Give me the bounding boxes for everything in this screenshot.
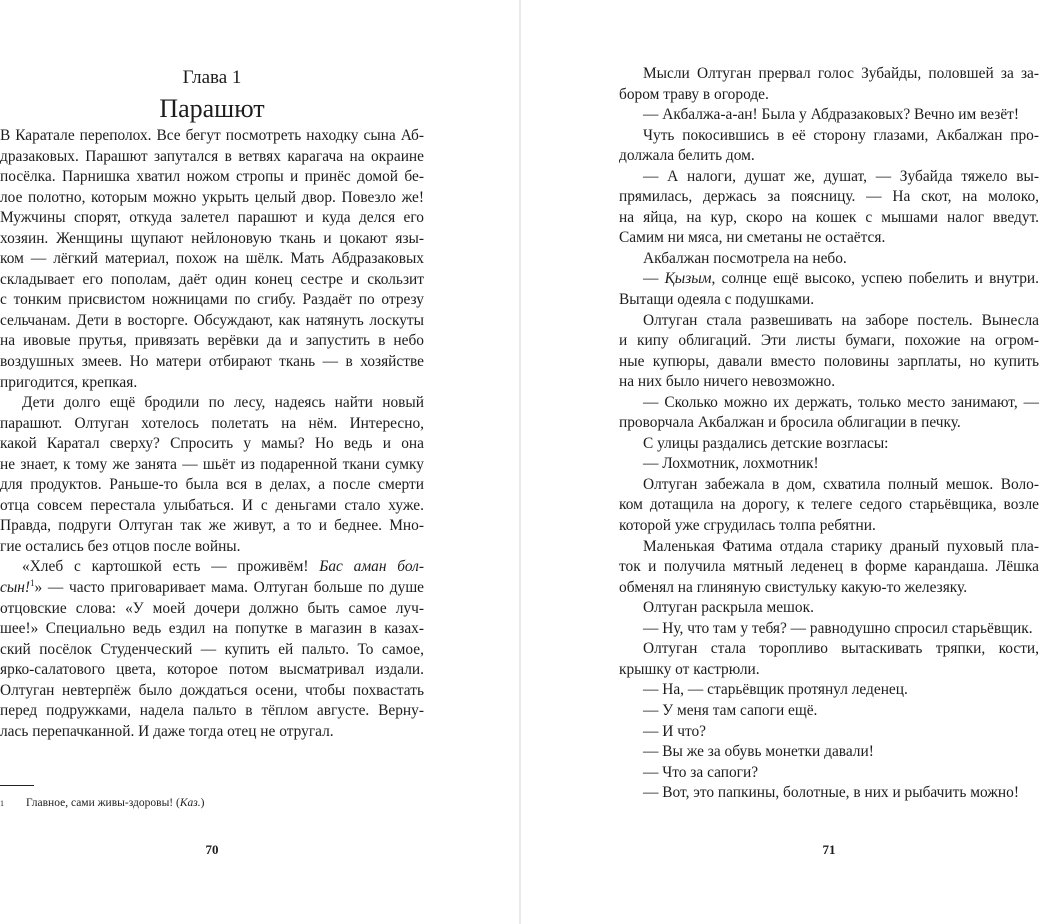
left-page-text-line: дразаковых. Парашют запутался в ветвях карагача на окраине — [0, 147, 424, 165]
left-page-text-line: шее!» Специально ведь ездил на попутке в магазин в казах- — [0, 620, 424, 638]
right-page-text-line: — А налоги, душат же, душат, — Зубайда тяжело вы- — [643, 167, 1039, 185]
footnote-rule — [0, 785, 34, 786]
left-page-text-line: ярко-салатового цвета, которое потом высматривал издали. — [0, 661, 424, 679]
right-page-text-line: Олтуган стала развешивать на заборе постель. Вынесла — [643, 311, 1039, 329]
right-page-text-line: — И что? — [643, 722, 706, 740]
left-page-text-line: гие остались без отцов после войны. — [0, 537, 241, 555]
right-page-text-line: на них было ничего невозможно. — [619, 373, 836, 391]
left-page-text-line: пригодится, крепкая. — [0, 373, 138, 391]
right-page — [521, 0, 1042, 924]
right-page-text-line: Чуть покосившись в её сторону глазами, Акбалжан про- — [643, 126, 1039, 144]
left-page-text-line: какой Каратал сверху? Спросить у мамы? Но ведь и она — [0, 435, 424, 453]
right-page-text-line: — Ну, что там у тебя? — равнодушно спросил старьёвщик. — [643, 619, 1033, 637]
right-page-text-line: на яйца, на кур, скоро на кошек с мышами налог введут. — [619, 208, 1039, 226]
right-page-text-line: проворчала Акбалжан и бросила облигации в печку. — [619, 414, 961, 432]
left-page-text-line: Правда, подруги Олтуган так же живут, а то и беднее. Мно- — [0, 517, 424, 535]
left-page-text — [0, 126, 424, 742]
right-page-text-line: ные купюры, давали вместо половины зарплаты, но купить — [619, 352, 1039, 370]
left-page-text-line: ком — лёгкий материал, похож на шёлк. Мать Абдразаковых — [0, 250, 424, 268]
left-page-text-line: хозяин. Женщины щупают нейлоновую ткань и цокают язы- — [0, 229, 424, 247]
left-page — [0, 0, 520, 924]
right-page-text-line: Вытащи одеяла с подушками. — [619, 291, 815, 309]
left-page-text-line: на ивовые прутья, привязать верёвки да и запустить в небо — [0, 332, 424, 350]
right-page-text — [619, 64, 1039, 804]
right-page-text-line: С улицы раздались детские возгласы: — [643, 434, 889, 452]
right-page-text-line: Олтуган раскрыла мешок. — [643, 599, 814, 617]
left-page-text-line: лась перепачканной. И даже тогда отец не отругал. — [0, 722, 334, 740]
right-page-text-line: — Вы же за обувь монетки давали! — [643, 743, 874, 761]
footnote — [0, 796, 424, 811]
right-page-text-line: — На, — старьёвщик протянул леденец. — [643, 681, 908, 699]
left-page-text-line: В Каратале переполох. Все бегут посмотреть находку сына Аб- — [0, 127, 424, 144]
page-number-right: 71 — [822, 842, 836, 857]
left-page-text-line: перед подружками, надела пальто в тёплом августе. Верну- — [0, 702, 424, 720]
right-page-text-line: — Что за сапоги? — [643, 763, 759, 781]
left-page-text-line: не знает, к тому же занята — шьёт из подаренной ткани сумку — [0, 455, 424, 473]
left-page-text-line: парашют. Олтуган хотелось полетать на нём. Интересно, — [0, 414, 424, 432]
right-page-text-line: — У меня там сапоги ещё. — [643, 701, 818, 719]
right-page-text-line: — Қызым, солнце ещё высоко, успею побелить и внутри. — [643, 270, 1039, 288]
left-page-text-line: Мужчины спорят, откуда залетел парашют и куда делся его — [0, 209, 424, 227]
left-page-text-line: посёлка. Парнишка хватил ножом стропы и принёс домой бе- — [0, 168, 424, 186]
right-page-text-line: — Лохмотник, лохмотник! — [643, 455, 819, 473]
left-page-text-line: складывает его пополам, даёт один конец сестре и скользит — [0, 270, 424, 288]
right-page-text-line: ток и получила мятный леденец в форме карандаша. Лёшка — [619, 558, 1039, 576]
left-page-text-line: воздушных змеев. Но матери отбирают ткань — в хозяйстве — [0, 353, 424, 371]
footnote-text: Главное, сами живы-здоровы! (Каз.) — [26, 797, 205, 809]
right-page-text-line: — Акбалжа-а-ан! Была у Абдразаковых? Вечно им везёт! — [643, 106, 1020, 124]
right-page-text-line: должала белить дом. — [619, 147, 755, 165]
right-page-text-line: Самим ни мяса, ни сметаны не остаётся. — [619, 229, 886, 247]
left-page-text-line: ский посёлок Студенческий — купить ей пальто. То самое, — [0, 640, 424, 658]
right-page-text-line: и кипу облигаций. Эти листы бумаги, похожие на огром- — [619, 332, 1039, 350]
page-number-left: 70 — [205, 842, 219, 857]
left-page-text-line: «Хлеб с картошкой есть — проживём! Бас аман бол- — [22, 558, 424, 576]
chapter-title: Парашют — [159, 94, 265, 123]
right-page-text-line: Олтуган стала торопливо вытаскивать тряпки, кости, — [643, 640, 1039, 658]
right-page-text-line: крышку от кастрюли. — [619, 660, 760, 678]
left-page-text-line: сельчанам. Дети в восторге. Обсуждают, как натянуть лоскуты — [0, 311, 424, 329]
right-page-text-line: прямилась, держась за поясницу. — На скот, на молоко, — [619, 188, 1039, 206]
left-page-text-line: Олтуган невтерпёж было дождаться осени, чтобы похвастать — [0, 681, 424, 699]
right-page-text-line: бором траву в огороде. — [619, 85, 769, 103]
right-page-text-line: — Вот, это папкины, болотные, в них и рыбачить можно! — [643, 784, 1019, 802]
right-page-text-line: которой уже сгрудилась толпа ребятни. — [619, 517, 876, 535]
left-page-text-line: с тонким присвистом ножницами по сгибу. Раздаёт по отрезу — [0, 291, 424, 309]
left-page-text-line: Дети долго ещё бродили по лесу, надеясь найти новый — [22, 394, 424, 412]
left-page-text-line: отцовские слова: «У моей дочери должно быть самое луч- — [0, 599, 424, 617]
right-page-text-line: обменял на глиняную свистульку какую-то железяку. — [619, 578, 968, 596]
right-page-text-line: Олтуган забежала в дом, схватила полный мешок. Воло- — [643, 475, 1039, 493]
left-page-text-line: отца совсем перестала улыбаться. И с деньгами стало хуже. — [0, 496, 424, 514]
left-page-text-line: лое полотно, которым можно укрыть целый двор. Повезло же! — [0, 188, 424, 206]
left-page-text-line: сын!$^1$» — часто приговаривает мама. Олтуган больше по душе — [0, 578, 424, 597]
footnote-mark: 1 — [0, 799, 4, 808]
right-page-text-line: Акбалжан посмотрела на небо. — [643, 249, 847, 267]
right-page-text-line: — Сколько можно их держать, только место занимают, — — [643, 393, 1039, 411]
right-page-text-line: ком дотащила на дорогу, к телеге седого старьёвщика, возле — [619, 496, 1039, 514]
right-page-text-line: Маленькая Фатима отдала старику драный пуховый плa- — [643, 537, 1039, 555]
left-page-text-line: для продуктов. Раньше-то была вся в делах, а после смерти — [0, 476, 424, 494]
chapter-number: Глава 1 — [182, 67, 242, 88]
right-page-text-line: Мысли Олтуган прервал голос Зубайды, половшей за за- — [643, 65, 1039, 82]
